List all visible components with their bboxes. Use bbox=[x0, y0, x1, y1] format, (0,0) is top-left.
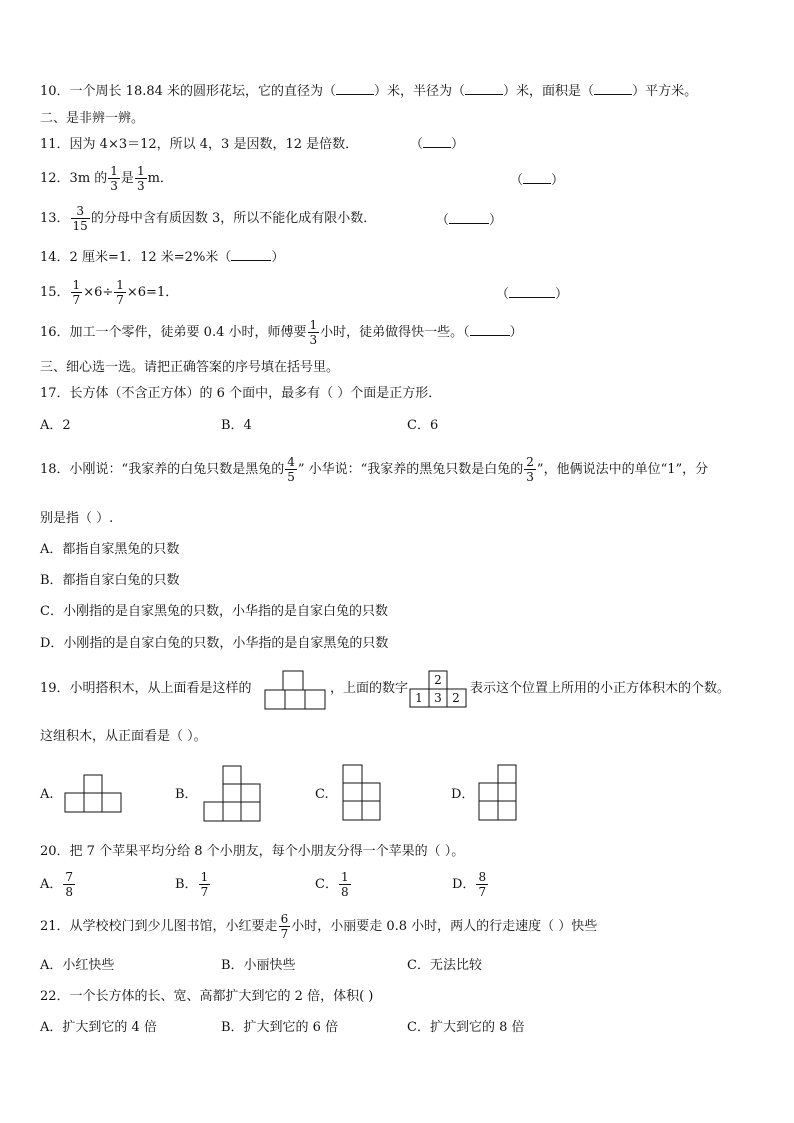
fraction: $\frac{1}{7}$ bbox=[72, 278, 81, 307]
option-a[interactable]: A．小红快些 bbox=[40, 958, 115, 973]
question-19-text-c: 表示这个位置上所用的小正方体积木的个数。 bbox=[470, 681, 731, 696]
fraction: $\frac{1}{3}$ bbox=[136, 164, 145, 193]
numbered-top-view-figure bbox=[409, 670, 467, 708]
top-view-figure bbox=[264, 670, 326, 710]
option-a[interactable]: A．2 bbox=[40, 418, 71, 433]
option-a[interactable]: A． $\frac{7}{8}$ bbox=[40, 870, 74, 899]
answer-bracket[interactable]: （ ） bbox=[510, 173, 565, 188]
option-a[interactable]: A．扩大到它的 4 倍 bbox=[40, 1020, 157, 1035]
option-b[interactable]: B．4 bbox=[221, 418, 252, 433]
question-20: 20．把 7 个苹果平均分给 8 个小朋友，每个小朋友分得一个苹果的（ ）。 bbox=[40, 844, 465, 859]
option-a-label[interactable]: A. bbox=[40, 787, 54, 802]
option-a-figure[interactable] bbox=[64, 774, 122, 814]
section-3-heading: 三、细心选一选。请把正确答案的序号填在括号里。 bbox=[40, 360, 340, 375]
answer-bracket[interactable]: （ ） bbox=[436, 213, 503, 228]
option-d-label[interactable]: D． bbox=[451, 787, 475, 802]
option-c-label[interactable]: C. bbox=[315, 787, 329, 802]
question-10: 10．一个周长 18.84 米的圆形花坛，它的直径为（ ）米，半径为（ ）米，面积是（ ）平方米。 bbox=[40, 84, 698, 99]
option-c[interactable]: C．扩大到它的 8 倍 bbox=[407, 1020, 525, 1035]
option-b[interactable]: B．小丽快些 bbox=[221, 958, 296, 973]
fraction: $\frac{1}{3}$ bbox=[309, 318, 318, 347]
fraction: $\frac{4}{5}$ bbox=[287, 455, 295, 484]
option-b[interactable]: B．都指自家白兔的只数 bbox=[40, 573, 180, 588]
option-a[interactable]: A．都指自家黑兔的只数 bbox=[40, 542, 180, 557]
option-c[interactable]: C． $\frac{1}{8}$ bbox=[315, 870, 349, 899]
fraction: $\frac{1}{3}$ bbox=[110, 164, 118, 193]
option-b-label[interactable]: B． bbox=[175, 787, 198, 802]
option-d[interactable]: D．小刚指的是自家白兔的只数，小华指的是自家黑兔的只数 bbox=[40, 636, 389, 651]
question-17: 17．长方体（不含正方体）的 6 个面中，最多有（ ）个面是正方形． bbox=[40, 386, 442, 401]
question-21: 21．从学校校门到少儿图书馆，小红要走 $\frac{6}{7}$ 小时，小丽要走 0.8 小时，两人的行走速度（ ）快些 bbox=[40, 912, 598, 941]
answer-blank[interactable] bbox=[465, 94, 503, 95]
question-11: 11．因为 4×3＝12，所以 4，3 是因数，12 是倍数． bbox=[40, 137, 359, 152]
question-15: 15． $\frac{1}{7}$ ×6÷ $\frac{1}{7}$ ×6=1． bbox=[40, 278, 179, 307]
question-16: 16．加工一个零件，徒弟要 0.4 小时，师傅要 $\frac{1}{3}$ 小时，徒弟做得快一些。（ ） bbox=[40, 318, 523, 347]
option-c[interactable]: C．小刚指的是自家黑兔的只数，小华指的是自家白兔的只数 bbox=[40, 604, 388, 619]
question-number: 10． bbox=[40, 84, 70, 99]
answer-bracket[interactable]: （ ） bbox=[496, 287, 569, 302]
section-2-heading: 二、是非辨一辨。 bbox=[40, 111, 145, 126]
grid-number: 3 bbox=[434, 691, 442, 705]
option-b[interactable]: B． $\frac{1}{7}$ bbox=[175, 870, 209, 899]
question-19: 19．小明搭积木，从上面看是这样的 bbox=[40, 681, 252, 696]
option-c-figure[interactable] bbox=[342, 764, 382, 822]
answer-blank[interactable] bbox=[594, 94, 632, 95]
option-c[interactable]: C．6 bbox=[407, 418, 439, 433]
option-d[interactable]: D． $\frac{8}{7}$ bbox=[452, 870, 487, 899]
grid-number: 2 bbox=[452, 691, 460, 705]
option-b[interactable]: B．扩大到它的 6 倍 bbox=[221, 1020, 339, 1035]
question-14: 14．2 厘米=1．12 米=2%米（ ） bbox=[40, 250, 285, 265]
question-18: 18．小刚说：“我家养的白兔只数是黑兔的 $\frac{4}{5}$ ” 小华说：“我家养的黑兔只数是白兔的 $\frac{2}{3}$ ”，他俩说法中的单位“1”，分 bbox=[40, 455, 709, 484]
answer-bracket[interactable]: （ ） bbox=[410, 137, 465, 152]
question-13: 13． $\frac{3}{15}$ 的分母中含有质因数 3，所以不能化成有限小数． bbox=[40, 204, 377, 233]
answer-blank[interactable] bbox=[470, 335, 510, 336]
fraction: $\frac{3}{15}$ bbox=[72, 204, 88, 233]
grid-number: 2 bbox=[434, 673, 442, 687]
option-c[interactable]: C．无法比较 bbox=[407, 958, 482, 973]
fraction: $\frac{6}{7}$ bbox=[280, 912, 289, 941]
answer-blank[interactable] bbox=[336, 94, 374, 95]
option-d-figure[interactable] bbox=[478, 764, 518, 822]
fraction: $\frac{1}{7}$ bbox=[116, 278, 124, 307]
answer-blank[interactable] bbox=[231, 260, 271, 261]
question-22: 22．一个长方体的长、宽、高都扩大到它的 2 倍，体积( ) bbox=[40, 989, 374, 1004]
question-12: 12．3m 的 $\frac{1}{3}$ 是 $\frac{1}{3}$ m． bbox=[40, 164, 173, 193]
grid-number: 1 bbox=[415, 691, 423, 705]
fraction: $\frac{2}{3}$ bbox=[526, 455, 534, 484]
option-b-figure[interactable] bbox=[203, 765, 261, 823]
question-18-line2: 别是指（ ）. bbox=[40, 511, 114, 526]
question-19-text-b: ，上面的数字 bbox=[330, 681, 409, 696]
question-19-line2: 这组积木，从正面看是（ ）。 bbox=[40, 729, 207, 744]
